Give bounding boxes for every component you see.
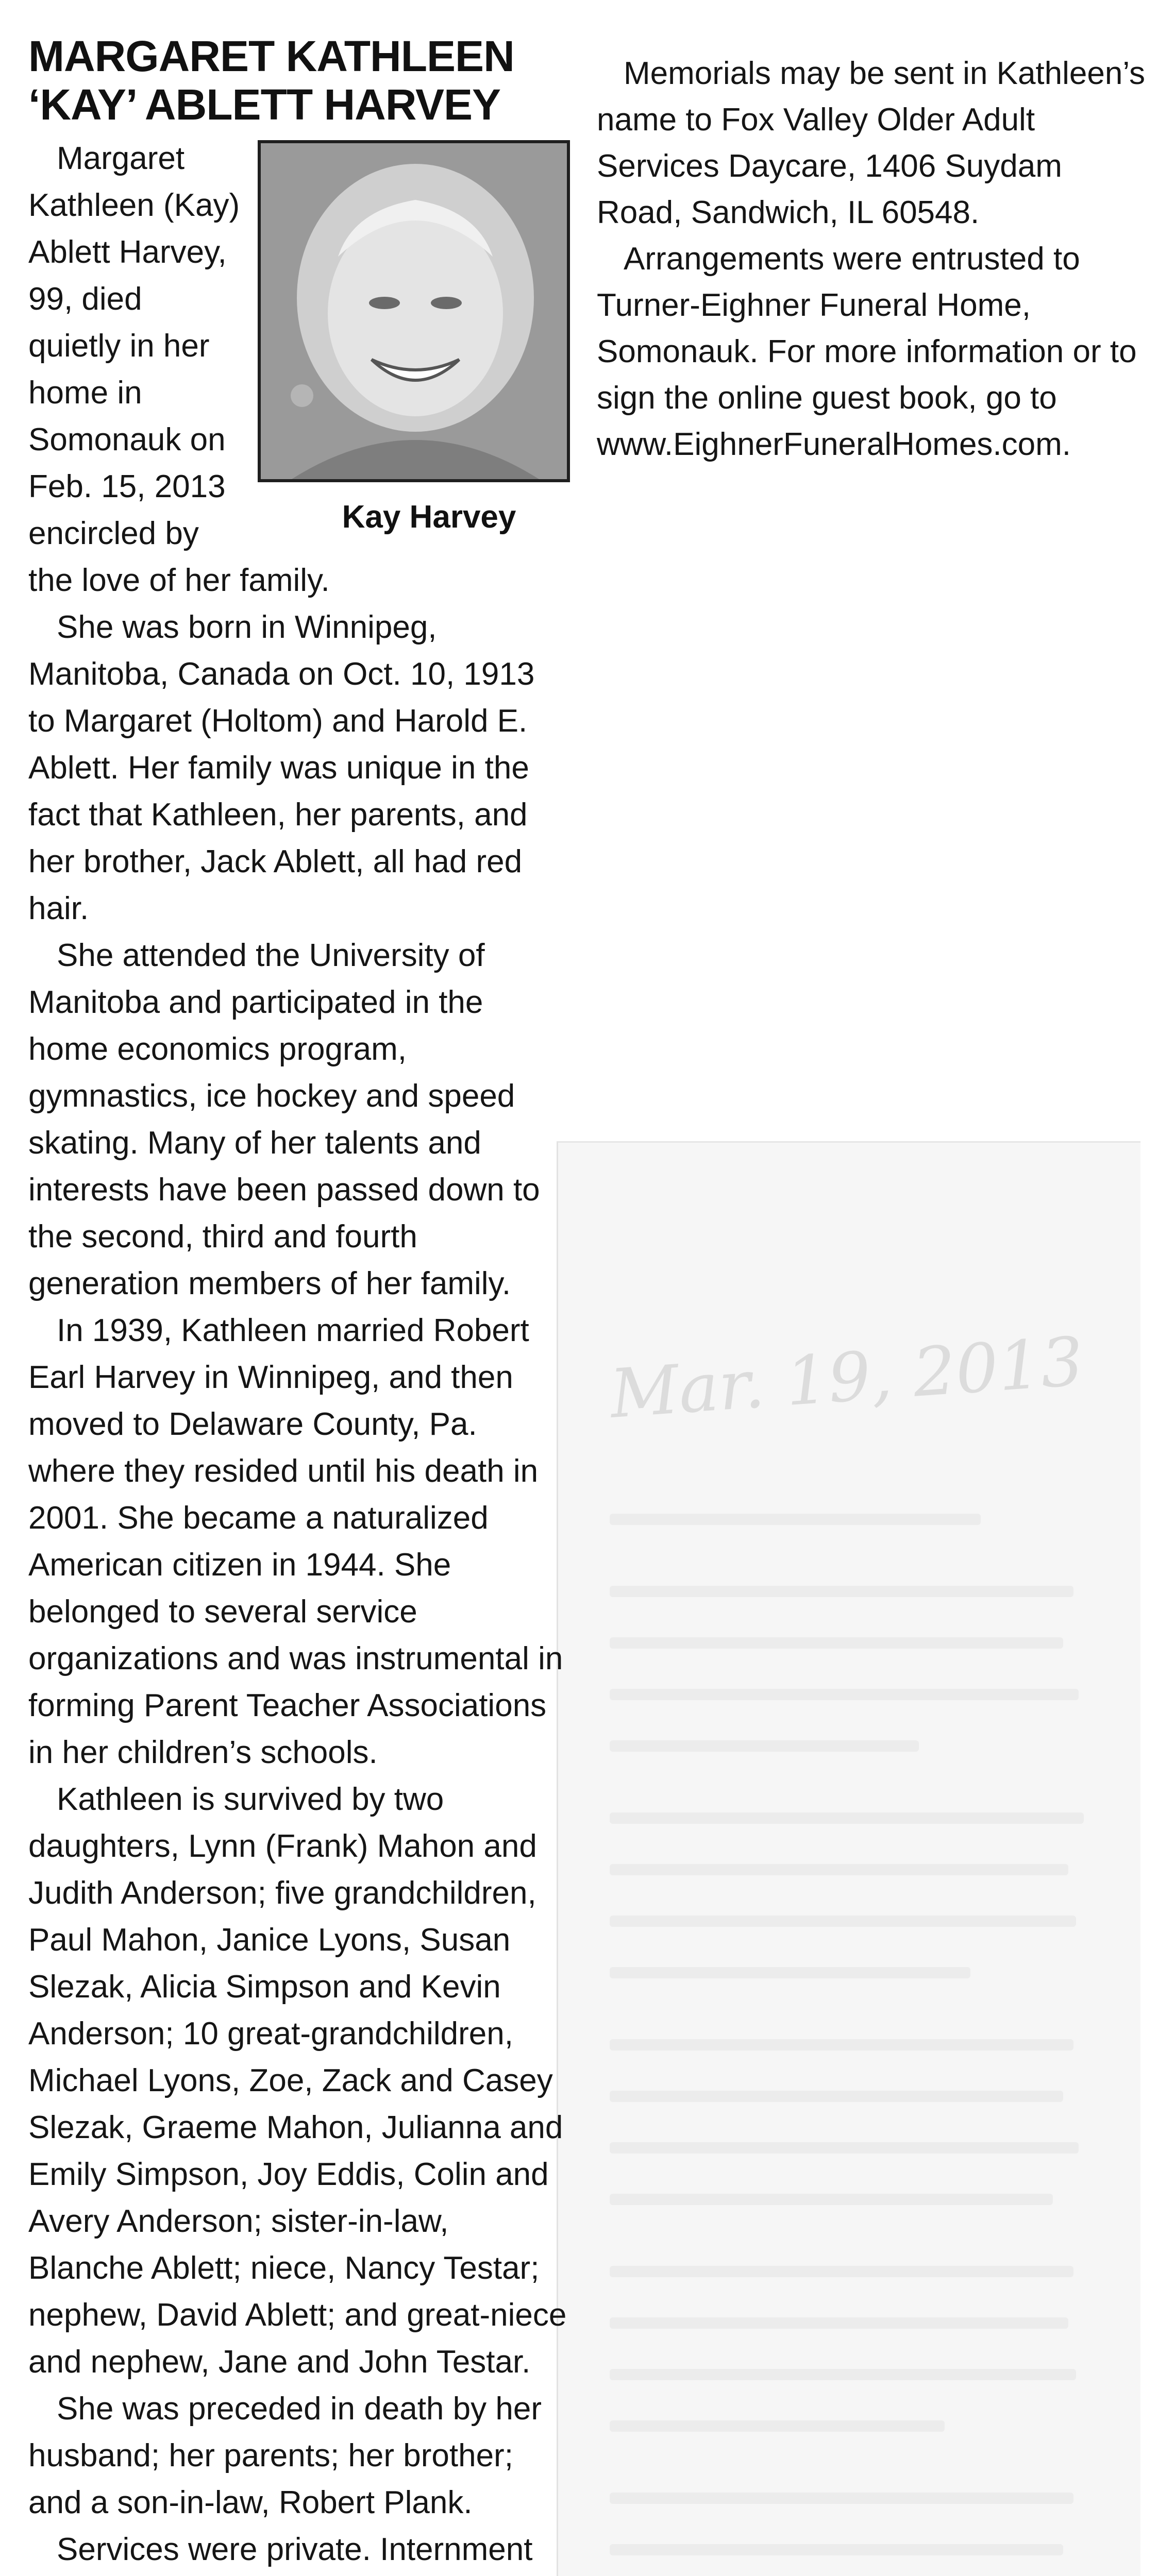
- portrait-figure: [258, 140, 569, 537]
- photo-caption: Kay Harvey: [342, 499, 516, 535]
- faded-line: [610, 1637, 1063, 1649]
- faded-line: [610, 1586, 1073, 1597]
- faded-line: [610, 1864, 1068, 1875]
- faded-line: [610, 2420, 945, 2432]
- handwritten-date: Mar. 19, 2013: [607, 1322, 1086, 1433]
- faded-line: [610, 2194, 1053, 2205]
- right-column: [597, 50, 1148, 468]
- arrangements-paragraph: Arrangements were entrusted to Turner-Eighner Funeral Home, Somonauk. For more information or to sign the online guest book, go to www.EighnerFuneralHomes.com.: [597, 241, 1137, 462]
- faded-line: [610, 1740, 919, 1752]
- paragraph: In 1939, Kathleen married Robert Earl Harvey in Winnipeg, and then moved to Delaware County, Pa. where they resided until his death in 2001. She became a naturalized American citizen in 1944. She belonged to several service organizations and was instrumental in forming Parent Teacher Associations in her children’s schools.: [28, 1313, 563, 1770]
- faded-line: [610, 2317, 1068, 2329]
- faded-line: [610, 2493, 1073, 2504]
- faded-line: [610, 2091, 1063, 2102]
- faded-line: [610, 1812, 1084, 1824]
- portrait-image: [261, 143, 567, 479]
- faded-line: [610, 2039, 1073, 2050]
- faded-line: [610, 1689, 1079, 1700]
- paragraph: Margaret Kathleen (Kay) Ablett Harvey, 99, died quietly in her home in Somonauk on Feb. 15, 2013 encircled by the love of her family.: [28, 141, 330, 598]
- faded-line: [610, 2266, 1073, 2277]
- paragraph: Services were private. Internment: [57, 2532, 533, 2567]
- paragraph: She was preceded in death by her husband; her parents; her brother; and a son-in-law, Robert Plank.: [28, 2391, 542, 2520]
- paragraph: She attended the University of Manitoba and participated in the home economics program, gymnastics, ice hockey and speed skating. Many of her talents and interests have been passed down to the second, third and fourth generation members of her family.: [28, 938, 540, 1301]
- memorials-paragraph: Memorials may be sent in Kathleen’s name to Fox Valley Older Adult Services Daycare, 1406 Suydam Road, Sandwich, IL 60548.: [597, 56, 1146, 230]
- left-column: [28, 32, 569, 2576]
- faded-line: [610, 2544, 1063, 2555]
- headline-line-1: MARGARET KATHLEEN: [28, 32, 514, 80]
- paragraph: Kathleen is survived by two daughters, Lynn (Frank) Mahon and Judith Anderson; five grandchildren, Paul Mahon, Janice Lyons, Susan Slezak, Alicia Simpson and Kevin Anderson; 10 great-grandchildren, Michael Lyons, Zoe, Zack and Casey Slezak, Graeme Mahon, Julianna and Emily Simpson, Joy Eddis, Colin and Avery Anderson; sister-in-law, Blanche Ablett; niece, Nancy Testar; nephew, David Ablett; and great-niece and nephew, Jane and John Testar.: [28, 1782, 567, 2380]
- faded-line: [610, 1916, 1076, 1927]
- faded-line: [610, 2369, 1076, 2380]
- faded-line: [610, 2142, 1079, 2154]
- obituary-headline: [28, 32, 569, 129]
- headline-line-2: ‘KAY’ ABLETT HARVEY: [28, 80, 501, 129]
- paragraph: She was born in Winnipeg, Manitoba, Canada on Oct. 10, 1913 to Margaret (Holtom) and Harold E. Ablett. Her family was unique in the fact that Kathleen, her parents, and her brother, Jack Ablett, all had red hair.: [28, 609, 535, 926]
- obituary-body: [28, 135, 569, 2576]
- faded-clipping-backside: [557, 1141, 1140, 2576]
- portrait-photo: [258, 140, 570, 482]
- faded-line: [610, 1967, 970, 1978]
- faded-line: [610, 1514, 981, 1525]
